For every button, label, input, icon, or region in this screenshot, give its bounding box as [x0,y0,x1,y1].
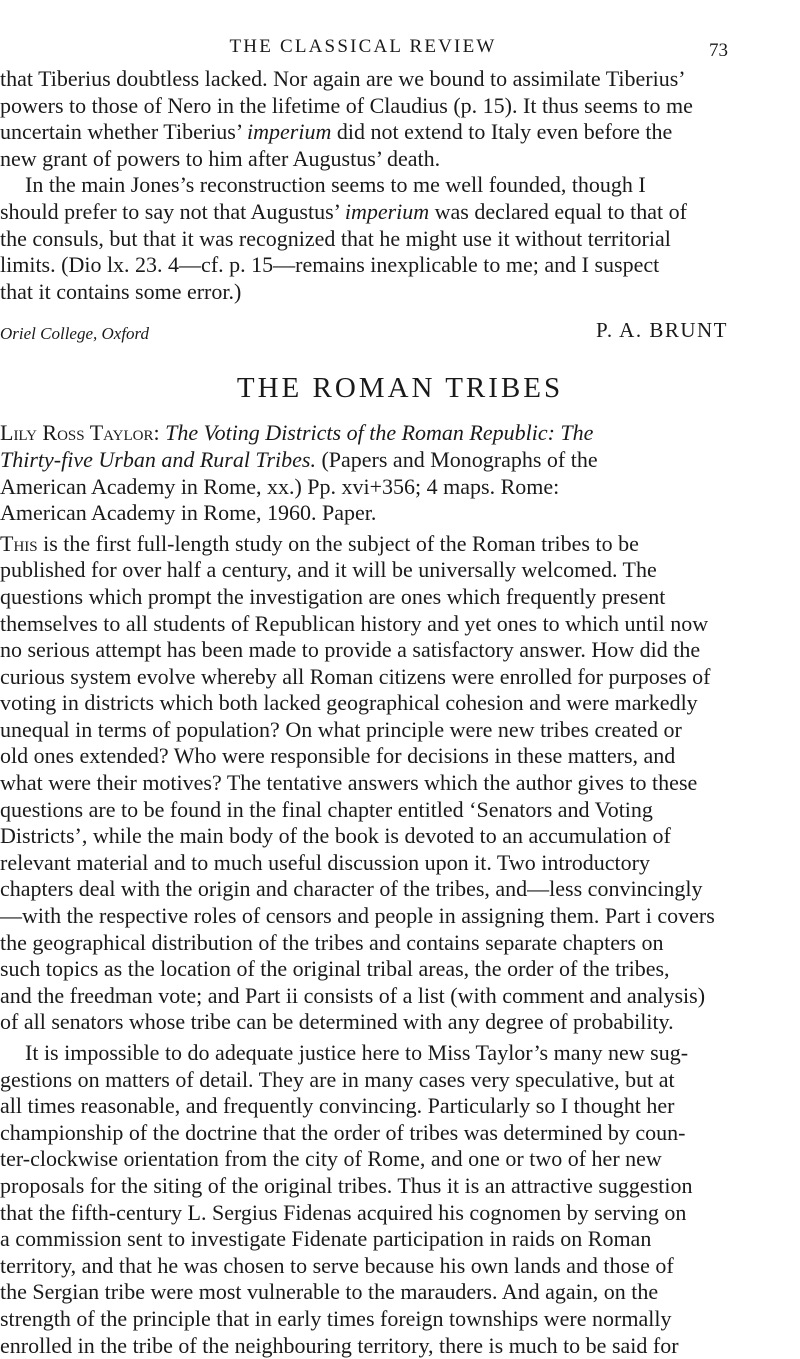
text-line: In the main Jones’s reconstruction seems to me well founded, though I [25,172,646,198]
page-body [0,66,800,1359]
running-head [0,36,800,66]
text-line: proposals for the siting of the original tribes. Thus it is an attractive suggestion [0,1172,693,1198]
page-number: 73 [709,40,728,61]
text-line: It is impossible to do adequate justice here to Miss Taylor’s many new sug- [25,1040,689,1065]
text-line: that it contains some error.) [0,278,242,304]
text-line: chapters deal with the origin and character of the tribes, and—less convincingly [0,876,703,902]
text-line: a commission sent to investigate Fidenate participation in raids on Roman [0,1226,652,1252]
signature-row [0,311,800,357]
text-line: unequal in terms of population? On what principle were new tribes created or [0,716,682,742]
review-paragraph-2 [0,1040,800,1359]
text-line: such topics as the location of the original tribal areas, the order of the tribes, [0,956,670,982]
text-line: the Sergian tribe were most vulnerable to the marauders. And again, on the [0,1279,659,1305]
book-title-part-1: The Voting Districts of the Roman Republic: The [165,420,594,446]
text-line: powers to those of Nero in the lifetime of Claudius (p. 15). It thus seems to me [0,92,693,118]
text-line: what were their motives? The tentative answers which the author gives to these [0,770,698,796]
author-affiliation: Oriel College, Oxford [0,324,150,344]
text-line: all times reasonable, and frequently convincing. Particularly so I thought her [0,1093,675,1119]
text-line: American Academy in Rome, 1960. Paper. [0,500,377,526]
text-line: old ones extended? Who were responsible for decisions in these matters, and [0,743,676,769]
text-line: strength of the principle that in early times foreign townships were normally [0,1305,672,1331]
text-line: uncertain whether Tiberius’ imperium did not extend to Italy even before the [0,119,673,145]
text-line: enrolled in the tribe of the neighbouring territory, there is much to be said for [0,1332,679,1358]
text-line [0,447,800,474]
text-line: championship of the doctrine that the order of tribes was determined by coun- [0,1119,686,1145]
text-line: published for over half a century, and it will be universally welcomed. The [0,557,657,583]
book-author: Lily Ross Taylor [0,420,154,446]
text-line: relevant material and to much useful discussion upon it. Two introductory [0,849,650,875]
journal-title: THE CLASSICAL REVIEW [229,36,497,57]
text-line: should prefer to say not that Augustus’ imperium was declared equal to that of [0,198,687,224]
text-line: questions are to be found in the final chapter entitled ‘Senators and Voting [0,796,653,822]
text-line: This is the first full-length study on the subject of the Roman tribes to be [0,530,639,556]
review-author: P. A. BRUNT [595,318,728,343]
book-series: (Papers and Monographs of the [315,446,598,472]
book-citation [0,420,800,526]
text-line: curious system evolve whereby all Roman citizens were enrolled for purposes of [0,663,711,689]
prev-review-paragraph-1 [0,66,800,172]
text-line: new grant of powers to him after Augustus’ death. [0,145,441,171]
prev-review-paragraph-2 [0,172,800,305]
text-line: of all senators whose tribe can be determined with any degree of probability. [0,1009,674,1035]
text-line: no serious attempt has been made to provide a satisfactory answer. How did the [0,637,701,663]
text-line: questions which prompt the investigation are ones which frequently present [0,583,666,609]
text-line: gestions on matters of detail. They are in many cases very speculative, but at [0,1066,675,1092]
text-line: the geographical distribution of the tribes and contains separate chapters on [0,929,664,955]
text-line: limits. (Dio lx. 23. 4—cf. p. 15—remains inexplicable to me; and I suspect [0,252,660,278]
section-title: THE ROMAN TRIBES [236,372,564,405]
text-line: that Tiberius doubtless lacked. Nor again are we bound to assimilate Tiberius’ [0,66,686,91]
text-line: Districts’, while the main body of the book is devoted to an accumulation of [0,823,671,849]
text-line: territory, and that he was chosen to serve because his own lands and those of [0,1252,674,1278]
text-line: Lily Ross Taylor: The Voting Districts of the Roman Republic: The [0,420,594,446]
book-title-part-2: Thirty-five Urban and Rural Tribes. [0,446,316,472]
text-line: voting in districts which both lacked geographical cohesion and were markedly [0,690,698,716]
text-line: that the fifth-century L. Sergius Fidenas acquired his cognomen by serving on [0,1199,687,1225]
review-paragraph-1 [0,531,800,1036]
text-line: ter-clockwise orientation from the city of Rome, and one or two of her new [0,1146,662,1172]
text-line: American Academy in Rome, xx.) Pp. xvi+356; 4 maps. Rome: [0,473,560,499]
text-line: —with the respective roles of censors and people in assigning them. Part i covers [0,903,715,929]
text-line: the consuls, but that it was recognized that he might use it without territorial [0,225,671,251]
text-line: and the freedman vote; and Part ii consists of a list (with comment and analysis) [0,982,706,1008]
text-line: themselves to all students of Republican history and yet ones to which until now [0,610,709,636]
